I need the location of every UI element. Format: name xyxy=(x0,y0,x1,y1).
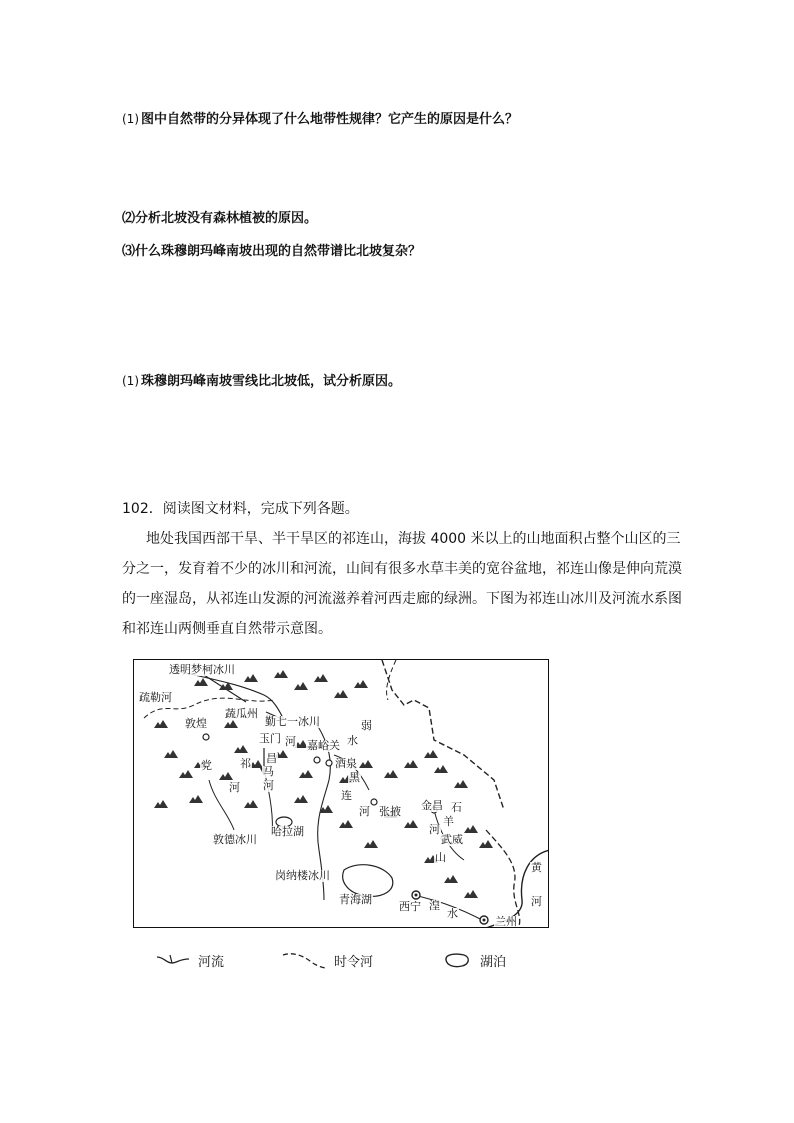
seasonal-river-icon xyxy=(282,951,326,969)
map-label: 勤七一冰川 xyxy=(265,715,320,728)
map-label: 张掖 xyxy=(379,805,401,818)
map-label: 河 xyxy=(359,805,370,818)
map-label: 兰州 xyxy=(495,915,517,928)
question-2 xyxy=(122,207,317,226)
map-label: 河 xyxy=(229,781,240,794)
map-label: 黄 xyxy=(531,861,542,874)
map-label: 酒泉 xyxy=(335,757,357,770)
map-label: 石 xyxy=(451,801,462,814)
question-text: 珠穆朗玛峰南坡雪线比北坡低，试分析原因。 xyxy=(141,374,402,389)
map-label: 青海湖 xyxy=(339,893,372,906)
q102-paragraph xyxy=(122,524,682,644)
question-text: 图中自然带的分异体现了什么地带性规律？它产生的原因是什么？ xyxy=(141,112,519,127)
map-label: 西宁 xyxy=(399,900,421,913)
legend-seasonal-label: 时令河 xyxy=(334,954,374,970)
map-label: 河 xyxy=(285,735,296,748)
map-label: 水 xyxy=(447,907,458,920)
map-label: 黑 xyxy=(349,771,360,784)
question-1 xyxy=(122,108,518,127)
map-label: 嘉峪关 xyxy=(307,739,340,752)
qilian-map xyxy=(133,659,549,928)
river-icon xyxy=(156,953,190,967)
question-number: (1) xyxy=(122,112,139,126)
map-label: 岗纳楼冰川 xyxy=(275,869,330,882)
map-label: 哈拉湖 xyxy=(271,825,304,838)
map-label: 党 xyxy=(201,759,212,772)
legend-river xyxy=(156,946,224,974)
map-label: 山 xyxy=(435,851,446,864)
question-4 xyxy=(122,370,401,389)
legend-seasonal xyxy=(282,946,373,974)
question-3 xyxy=(122,240,421,259)
q102-title: 102．阅读图文材料，完成下列各题。 xyxy=(122,501,359,517)
question-number: (1) xyxy=(122,374,139,388)
map-label: 玉门 xyxy=(259,732,281,745)
map-label: 透明梦柯冰川 xyxy=(169,663,235,676)
map-label: 河 xyxy=(429,823,440,836)
map-label: 羊 xyxy=(443,815,454,828)
map-label: 连 xyxy=(341,789,352,802)
map-label: 疏勒河 xyxy=(139,691,172,704)
map-label: 河 xyxy=(531,895,542,908)
map-label: 金昌 xyxy=(421,799,443,812)
legend-lake xyxy=(442,946,506,974)
qinghai-lake xyxy=(343,865,393,897)
map-label: 敦煌 xyxy=(185,717,207,730)
legend-river-label: 河流 xyxy=(198,954,225,970)
legend-lake-label: 湖泊 xyxy=(480,954,507,970)
map-label: 湟 xyxy=(429,899,440,912)
border-line xyxy=(382,660,504,810)
map-label: 弱 xyxy=(361,719,372,732)
question-text: ⑵分析北坡没有森林植被的原因。 xyxy=(122,211,318,226)
map-label: 水 xyxy=(347,734,358,747)
map-label: 河 xyxy=(263,779,274,792)
map-label: 蔬瓜州 xyxy=(225,707,258,720)
map-label: 敦德冰川 xyxy=(213,833,257,846)
question-text: ⑶什么珠穆朗玛峰南坡出现的自然带谱比北坡复杂？ xyxy=(122,244,422,259)
map-label: 马 xyxy=(263,765,274,778)
map-label: 昌 xyxy=(266,752,277,765)
lake-icon xyxy=(442,951,472,969)
q102-paragraph-text: 地处我国西部干旱、半干旱区的祁连山，海拔 4000 米以上的山地面积占整个山区的三分之一，发育着不少的冰川和河流，山间有很多水草丰美的宽谷盆地，祁连山像是伸向荒漠的一座湿岛，从祁连山发源的河流滋养着河西走廊的绿洲。下图为祁连山冰川及河流水系图和祁连山两侧垂直自然带示意图。 xyxy=(122,531,682,637)
map-label: 祁 xyxy=(240,757,251,770)
map-label: 武威 xyxy=(441,833,463,846)
